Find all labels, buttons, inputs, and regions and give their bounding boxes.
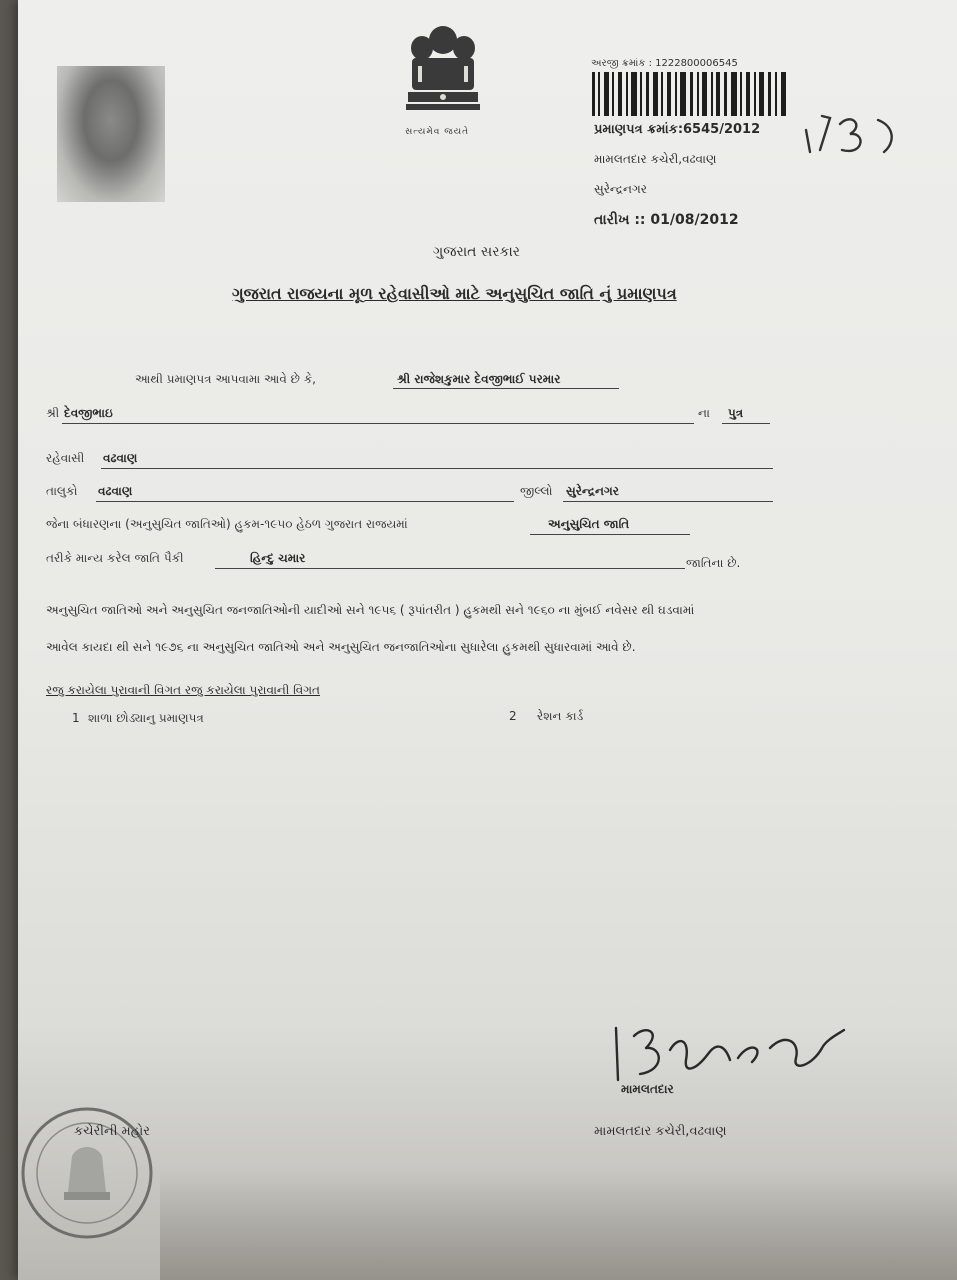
shadow-overlay [160, 1170, 957, 1280]
relation-label: ના [698, 406, 710, 420]
father-name-line [62, 423, 694, 424]
order-label: જેના બંધારણના (અનુસુચિત જાતિઓ) હુકમ-૧૯૫૦ હેઠળ ગુજરાત રાજયમાં [46, 517, 408, 531]
taluka-label: તાલુકો [46, 484, 78, 498]
office-seal-stamp [14, 1100, 160, 1246]
holder-name-line [393, 388, 619, 389]
residence-label: રહેવાસી [46, 451, 85, 465]
recognised-label: તરીકે માન્ય કરેલ જાતિ પૈકી [46, 551, 184, 565]
emblem-caption: સત્યમેવ જયતે [405, 127, 470, 137]
paragraph-line-2: આવેલ કાયદા થી સને ૧૯૭૬ ના અનુસુચિત જાતિઓ અને અનુસુચિત જનજાતિઓના સુધારેલા હુકમથી સુધારવામાં આવે છે. [46, 640, 636, 654]
evidence-heading: રજુ કરાયેલા પુરાવાની વિગત રજુ કરાયેલા પુરાવાની વિગત [46, 683, 320, 697]
issuing-office: મામલતદાર કચેરી,વઢવાણ [594, 152, 717, 166]
residence-line [101, 468, 773, 469]
father-prefix: શ્રી [46, 406, 60, 420]
evidence-item-2-number: 2 [509, 709, 517, 723]
category-value: અનુસુચિત જાતિ [548, 517, 630, 531]
handwritten-reference [800, 102, 910, 157]
caste-line [215, 568, 685, 569]
district-line [563, 501, 773, 502]
holder-photo [57, 66, 165, 202]
barcode [590, 72, 790, 116]
father-name: દેવજીભાઇ [64, 406, 113, 420]
district-value: સુરેન્દ્રનગર [566, 484, 619, 498]
certificate-number: પ્રમાણપત્ર ક્રમાંક:6545/2012 [594, 122, 761, 137]
taluka-line [96, 501, 514, 502]
holder-name: શ્રી રાજેશકુમાર દેવજીભાઈ પરમાર [397, 372, 561, 386]
seal-label: કચેરીની મહોર [74, 1124, 150, 1139]
district-label: જીલ્લો [520, 484, 553, 498]
paragraph-line-1: અનુસુચિત જાતિઓ અને અનુસુચિત જનજાતિઓની યાદીઓ સને ૧૯૫૬ ( રૂપાંતરીત ) હુકમથી સને ૧૯૬૦ ના મુંબઈ નવેસર થી ઘડવામાં [46, 603, 695, 617]
application-number: અરજી ક્રમાંક : 1222800006545 [591, 58, 738, 69]
evidence-item-1-number: 1 [72, 711, 80, 725]
issued-label: આથી પ્રમાણપત્ર આપવામા આવે છે કે, [135, 372, 316, 386]
evidence-item-2-label: રેશન કાર્ડ [537, 709, 584, 723]
evidence-item-1-label: શાળા છોડ્યાનુ પ્રમાણપત્ર [88, 711, 204, 725]
relation-line [722, 423, 770, 424]
signatory-title: મામલતદાર [621, 1082, 674, 1096]
residence-value: વઢવાણ [103, 451, 138, 465]
relation-value: પુત્ર [728, 406, 744, 420]
signature [600, 1018, 850, 1090]
signatory-office: મામલતદાર કચેરી,વઢવાણ [594, 1124, 727, 1139]
taluka-value: વઢવાણ [98, 484, 133, 498]
certificate-title: ગુજરાત રાજયના મૂળ રહેવાસીઓ માટે અનુસુચિત જાતિ નું પ્રમાણપત્ર [232, 284, 677, 303]
category-line [530, 534, 690, 535]
national-emblem-icon [398, 18, 488, 123]
issuing-district: સુરેન્દ્રનગર [594, 182, 647, 196]
caste-value: હિન્દુ ચમાર [250, 551, 306, 565]
caste-suffix: જાતિના છે. [686, 556, 741, 570]
issue-date: તારીખ :: 01/08/2012 [594, 212, 739, 228]
government-heading: ગુજરાત સરકાર [433, 244, 520, 260]
